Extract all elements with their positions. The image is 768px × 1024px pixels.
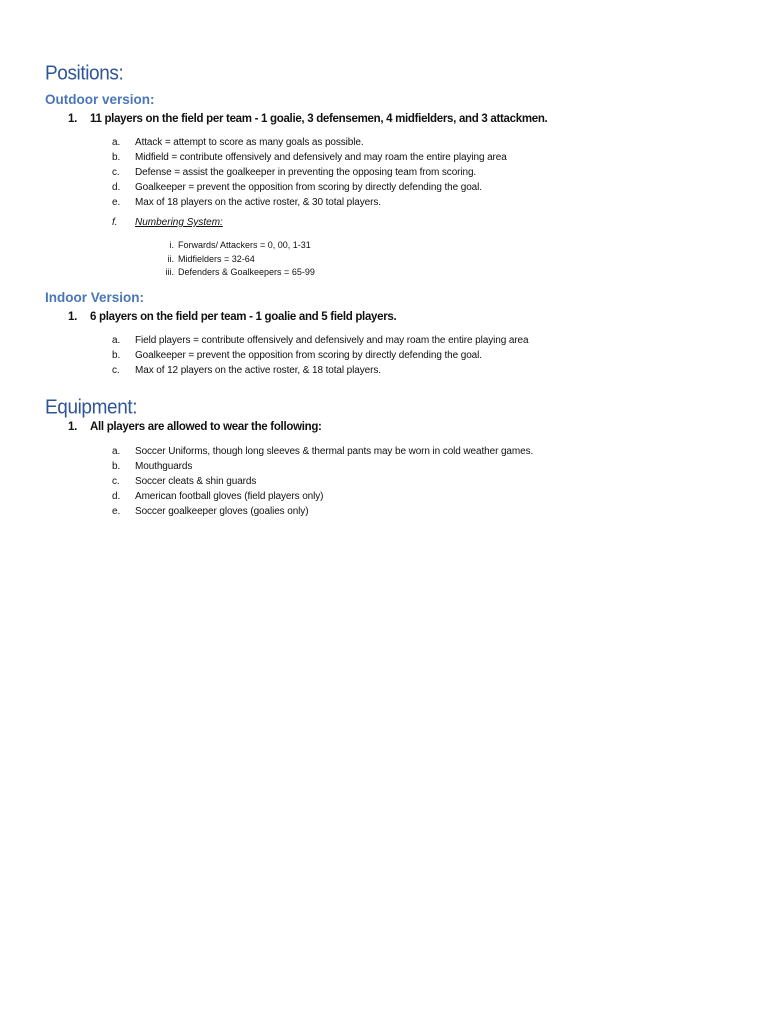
list-marker: f. [112, 217, 118, 228]
list-item [112, 165, 507, 180]
list-item [112, 150, 507, 165]
outdoor-version-subheading: Outdoor version: [45, 92, 155, 107]
list-item-text: Max of 18 players on the active roster, & 30 total players. [135, 197, 381, 208]
list-marker: e. [112, 506, 121, 517]
list-marker: a. [112, 446, 121, 457]
list-marker: iii. [165, 267, 174, 277]
list-item [112, 459, 533, 474]
list-marker: ii. [167, 253, 174, 264]
list-marker: c. [112, 476, 120, 487]
numbering-system-list [148, 239, 315, 280]
list-marker: e. [112, 197, 121, 208]
list-item-text: Midfielders = 32-64 [178, 253, 255, 264]
list-item [112, 504, 533, 519]
equipment-heading: Equipment: [45, 396, 138, 419]
indoor-version-subheading: Indoor Version: [45, 290, 145, 305]
numbering-system-title: Numbering System: [135, 217, 223, 228]
list-item [148, 253, 315, 267]
list-marker: b. [112, 461, 121, 472]
list-item-text: Mouthguards [135, 461, 193, 472]
list-marker: i. [169, 240, 174, 250]
indoor-subitems-list [112, 333, 528, 378]
list-item-text: Attack = attempt to score as many goals as possible. [135, 137, 364, 148]
list-item [112, 135, 507, 150]
item-number: 1. [68, 311, 77, 323]
list-item-text: Forwards/ Attackers = 0, 00, 1-31 [178, 240, 311, 250]
item-text: 6 players on the field per team - 1 goalie and 5 field players. [90, 311, 397, 323]
list-item [112, 489, 533, 504]
list-marker: d. [112, 491, 121, 502]
item-text: 11 players on the field per team - 1 goalie, 3 defensemen, 4 midfielders, and 3 attackmen. [90, 113, 548, 125]
list-item-text: Defenders & Goalkeepers = 65-99 [178, 267, 315, 277]
positions-heading: Positions: [45, 62, 124, 85]
list-item [112, 195, 507, 210]
list-item [112, 348, 528, 363]
list-item-text: American football gloves (field players only) [135, 491, 324, 502]
outdoor-numbered-item [68, 113, 547, 125]
list-item [112, 474, 533, 489]
item-text: All players are allowed to wear the following: [90, 421, 322, 433]
list-item [112, 180, 507, 195]
list-marker: b. [112, 350, 121, 361]
equipment-numbered-item [68, 421, 322, 433]
list-marker: a. [112, 335, 121, 346]
list-item-text: Field players = contribute offensively and defensively and may roam the entire playing area [135, 335, 529, 346]
list-item [112, 444, 533, 459]
list-item [112, 363, 528, 378]
list-item-text: Goalkeeper = prevent the opposition from scoring by directly defending the goal. [135, 182, 482, 193]
list-item-text: Soccer goalkeeper gloves (goalies only) [135, 506, 309, 517]
list-marker: c. [112, 365, 120, 376]
item-number: 1. [68, 421, 77, 433]
list-item [112, 333, 528, 348]
list-item [148, 266, 315, 280]
list-marker: d. [112, 182, 121, 193]
list-marker: a. [112, 137, 121, 148]
list-item-text: Soccer cleats & shin guards [135, 476, 257, 487]
indoor-numbered-item [68, 311, 396, 323]
list-marker: b. [112, 152, 121, 163]
numbering-system-item [112, 217, 223, 228]
list-item-text: Goalkeeper = prevent the opposition from scoring by directly defending the goal. [135, 350, 482, 361]
equipment-subitems-list [112, 444, 533, 519]
list-item-text: Defense = assist the goalkeeper in preventing the opposing team from scoring. [135, 167, 477, 178]
list-item [148, 239, 315, 253]
outdoor-subitems-list [112, 135, 507, 210]
list-item-text: Soccer Uniforms, though long sleeves & thermal pants may be worn in cold weather games. [135, 446, 534, 457]
list-item-text: Midfield = contribute offensively and defensively and may roam the entire playing area [135, 152, 507, 163]
list-marker: c. [112, 167, 120, 178]
list-item-text: Max of 12 players on the active roster, & 18 total players. [135, 365, 381, 376]
item-number: 1. [68, 113, 77, 125]
